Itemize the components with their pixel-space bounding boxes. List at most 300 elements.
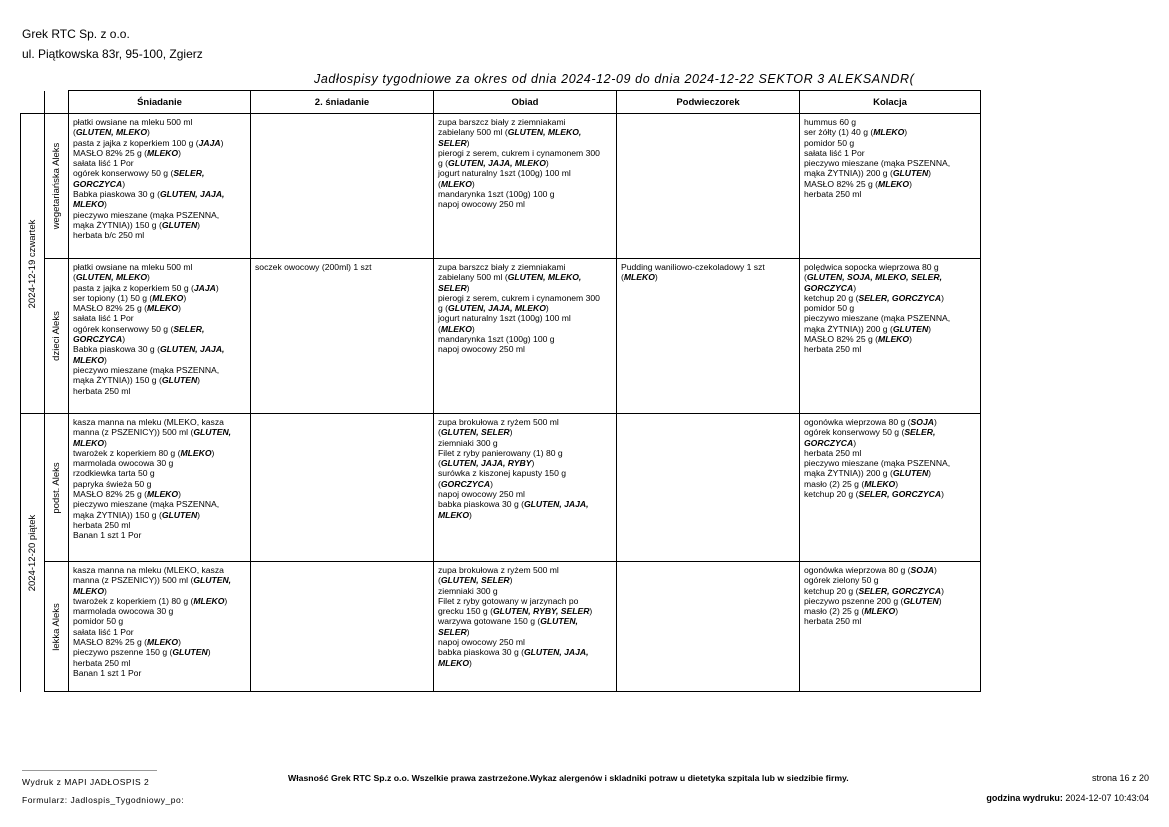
meal-line [73, 344, 246, 354]
meal-line [73, 138, 246, 148]
meal-text: babka piaskowa 30 g ( [438, 499, 524, 510]
diet-row [21, 562, 981, 692]
meal-text: ) [466, 137, 470, 148]
meal-text: rzodkiewka tarta 50 g [73, 468, 155, 479]
meal-text: kasza manna na mleku (MLEKO, kasza [73, 417, 224, 427]
meal-line [438, 468, 612, 478]
meal-text: ser żółty (1) 40 g ( [804, 127, 874, 138]
meal-line [804, 458, 976, 468]
meal-line [804, 586, 976, 596]
meal-text: ( [73, 127, 76, 138]
allergen-text: MLEKO [864, 606, 896, 617]
meal-line [804, 489, 976, 499]
meal-line [73, 448, 246, 458]
meal-text: ) [197, 219, 201, 230]
meal-cell [251, 414, 434, 562]
allergen-text: MLEKO [147, 303, 179, 314]
meal-line [438, 199, 612, 209]
meal-line [804, 117, 976, 127]
company-name: Grek RTC Sp. z o.o. [22, 27, 130, 41]
meal-line [73, 230, 246, 240]
meal-text: zupa barszcz biały z ziemniakami [438, 262, 566, 272]
meal-text: ) [469, 509, 472, 520]
meal-text: ketchup 20 g ( [804, 585, 859, 596]
meal-line [73, 210, 246, 220]
meal-text: płatki owsiane na mleku 500 ml [73, 117, 193, 127]
meal-text: napoj owocowy 250 ml [438, 489, 525, 500]
meal-text: masło (2) 25 g ( [804, 606, 865, 617]
meal-text: g ( [438, 158, 449, 169]
allergen-text: GLUTEN [892, 168, 929, 179]
meal-text: ) [509, 575, 513, 586]
meal-line [438, 647, 612, 657]
meal-line [438, 489, 612, 499]
meal-text: ziemniaki 300 g [438, 585, 498, 596]
meal-text: MASŁO 82% 25 g ( [73, 637, 148, 648]
meal-text: marmolada owocowa 30 g [73, 458, 174, 469]
meal-text: herbata 250 ml [804, 344, 862, 355]
meal-text: grecku 150 g ( [438, 606, 493, 617]
diet-row [21, 259, 981, 414]
meal-text: pieczywo mieszane (mąka PSZENNA, [804, 313, 951, 324]
diet-cell [45, 259, 69, 414]
allergen-text: GLUTEN, MLEKO [75, 127, 148, 138]
column-header-drugie-sniadanie: 2. śniadanie [251, 91, 434, 114]
meal-line [804, 293, 976, 303]
meal-line [438, 479, 612, 489]
allergen-text: GLUTEN [161, 219, 198, 230]
meal-text: kasza manna na mleku (MLEKO, kasza [73, 565, 224, 575]
meal-text: ) [147, 272, 150, 283]
meal-cell [617, 259, 800, 414]
menu-table [20, 90, 981, 692]
meal-text: ( [438, 178, 441, 189]
meal-line [804, 417, 976, 427]
meal-text: ) [909, 178, 912, 189]
meal-text: warzywa gotowane 150 g ( [438, 616, 541, 627]
meal-line [438, 565, 612, 575]
footer-form: Formularz: Jadlospis_Tygodniowy_po: [22, 795, 185, 805]
meal-text: zabielany 500 ml ( [438, 127, 508, 138]
allergen-text: GLUTEN, JAJA, [524, 647, 589, 658]
meal-text: ) [853, 282, 857, 293]
diet-label: lekka Aleks [50, 602, 62, 651]
meal-text: ) [104, 354, 107, 365]
meal-text: ziemniaki 300 g [438, 437, 498, 448]
meal-text: mąka ŻYTNIA)) 200 g ( [804, 468, 893, 479]
allergen-text: GLUTEN, [193, 427, 232, 438]
meal-text: pierogi z serem, cukrem i cynamonem 300 [438, 147, 600, 158]
meal-text: MASŁO 82% 25 g ( [804, 334, 879, 345]
meal-line [73, 324, 246, 334]
allergen-text: GLUTEN [903, 595, 939, 606]
meal-text: ) [895, 478, 899, 489]
day-cell [21, 414, 45, 692]
meal-line [438, 586, 612, 596]
allergen-text: MLEKO [440, 323, 472, 334]
meal-line [73, 179, 246, 189]
meal-text: napoj owocowy 250 ml [438, 637, 525, 648]
allergen-text: GLUTEN, JAJA, MLEKO [448, 158, 546, 169]
meal-text: ogórek konserwowy 50 g ( [73, 168, 174, 179]
table-header-row [21, 91, 981, 114]
meal-text: ) [545, 303, 549, 314]
meal-text: ) [207, 647, 211, 658]
diet-label: dzieci Aleks [50, 311, 62, 361]
meal-cell [800, 259, 981, 414]
meal-line [73, 272, 246, 282]
meal-text: MASŁO 82% 25 g ( [73, 303, 148, 314]
company-address: ul. Piątkowska 83r, 95-100, Zgierz [22, 47, 203, 61]
meal-cell [69, 414, 251, 562]
meal-line [804, 575, 976, 585]
meal-line [73, 489, 246, 499]
allergen-text: GLUTEN, JAJA, [159, 344, 225, 355]
meal-text: ) [545, 158, 549, 169]
meal-cell [800, 414, 981, 562]
meal-cell [69, 259, 251, 414]
meal-line [804, 148, 976, 158]
meal-text: napoj owocowy 250 ml [438, 199, 525, 210]
meal-text: Babka piaskowa 30 g ( [73, 189, 160, 200]
meal-cell [434, 414, 617, 562]
meal-text: manna (z PSZENICY)) 500 ml ( [73, 427, 194, 438]
meal-line [804, 438, 976, 448]
meal-text: ogórek konserwowy 50 g ( [73, 323, 174, 334]
meal-text: Pudding waniliowo-czekoladowy 1 szt [621, 262, 765, 272]
diet-row [21, 414, 981, 562]
meal-text: ) [509, 427, 513, 438]
meal-text: ) [938, 595, 942, 606]
meal-cell [69, 114, 251, 259]
meal-line [73, 596, 246, 606]
meal-text: ( [621, 272, 624, 283]
meal-line [438, 616, 612, 626]
allergen-text: GORCZYCA [804, 282, 854, 293]
meal-text: sałata liść 1 Por [73, 313, 134, 324]
meal-line [804, 448, 976, 458]
meal-text: marmolada owocowa 30 g [73, 606, 174, 617]
meal-line [73, 427, 246, 437]
allergen-text: SELER, [904, 427, 936, 438]
meal-line [438, 168, 612, 178]
meal-text: herbata 250 ml [73, 519, 131, 530]
meal-text: pierogi z serem, cukrem i cynamonem 300 [438, 292, 600, 303]
meal-text: ) [928, 468, 932, 479]
meal-cell [617, 114, 800, 259]
meal-text: ) [853, 437, 857, 448]
meal-text: MASŁO 82% 25 g ( [73, 147, 148, 158]
meal-line [438, 313, 612, 323]
allergen-text: SELER [438, 626, 467, 637]
meal-line [73, 606, 246, 616]
meal-text: ) [197, 375, 201, 386]
meal-text: ( [438, 323, 441, 334]
meal-line [438, 438, 612, 448]
meal-line [255, 262, 429, 272]
meal-cell [617, 562, 800, 692]
allergen-text: MLEKO [438, 657, 470, 668]
meal-text: mąka ŻYTNIA)) 200 g ( [804, 168, 893, 179]
meal-line [73, 438, 246, 448]
diet-label: wegetariańska Aleks [50, 142, 62, 230]
allergen-text: MLEKO [878, 178, 910, 189]
meal-text: herbata 250 ml [73, 385, 131, 396]
meal-text: ) [211, 447, 215, 458]
meal-text: masło (2) 25 g ( [804, 478, 865, 489]
meal-text: twarożek z koperkiem 80 g ( [73, 447, 181, 458]
meal-text: pomidor 50 g [73, 616, 124, 627]
meal-text: ) [220, 137, 224, 148]
meal-text: hummus 60 g [804, 117, 857, 127]
allergen-text: SELER, GORCZYCA [858, 585, 942, 596]
meal-text: papryka świeża 50 g [73, 478, 152, 489]
meal-text: ) [178, 147, 181, 158]
meal-text: ( [438, 575, 441, 586]
diet-cell [45, 562, 69, 692]
allergen-text: GORCZYCA [440, 478, 491, 489]
allergen-text: GLUTEN [161, 375, 198, 386]
meal-text: ) [197, 509, 201, 520]
meal-text: ) [122, 334, 126, 345]
header-blank [21, 91, 45, 114]
meal-text: ) [122, 178, 126, 189]
meal-text: pieczywo mieszane (mąka PSZENNA, [73, 209, 220, 220]
meal-line [804, 262, 976, 272]
meal-text: ) [104, 437, 107, 448]
allergen-text: MLEKO [623, 272, 655, 283]
allergen-text: GLUTEN, [540, 616, 578, 627]
meal-text: ogonówka wieprzowa 80 g ( [804, 417, 911, 427]
meal-cell [800, 562, 981, 692]
meal-line [804, 616, 976, 626]
meal-text: ogonówka wieprzowa 80 g ( [804, 565, 911, 575]
meal-line [73, 117, 246, 127]
meal-line [73, 158, 246, 168]
meal-text: ogórek zielony 50 g [804, 575, 879, 586]
meal-line [438, 344, 612, 354]
allergen-text: MLEKO [438, 509, 470, 520]
company-block [22, 24, 203, 64]
meal-line [804, 138, 976, 148]
meal-line [438, 189, 612, 199]
meal-line [804, 272, 976, 282]
meal-text: sałata liść 1 Por [73, 158, 134, 169]
meal-line [73, 565, 246, 575]
allergen-text: GLUTEN, JAJA, [159, 189, 225, 200]
meal-line [804, 313, 976, 323]
meal-text: ) [469, 657, 472, 668]
allergen-text: GLUTEN, MLEKO, [507, 127, 582, 138]
allergen-text: MLEKO [73, 437, 105, 448]
meal-line [73, 220, 246, 230]
allergen-text: SELER [438, 282, 467, 293]
allergen-text: GORCZYCA [73, 334, 123, 345]
meal-text: ( [438, 478, 441, 489]
meal-text: ) [104, 585, 107, 596]
meal-text: ) [471, 323, 475, 334]
meal-text: ) [178, 489, 181, 500]
allergen-text: MLEKO [152, 292, 184, 303]
meal-text: pieczywo mieszane (mąka PSZENNA, [804, 458, 951, 469]
meal-line [73, 458, 246, 468]
meal-line [438, 575, 612, 585]
meal-line [73, 668, 246, 678]
meal-text: ) [215, 282, 219, 293]
meal-line [438, 127, 612, 137]
meal-line [73, 658, 246, 668]
meal-line [804, 303, 976, 313]
meal-text: pieczywo mieszane (mąka PSZENNA, [73, 364, 220, 375]
allergen-text: SELER, [173, 168, 205, 179]
meal-line [804, 189, 976, 199]
allergen-text: JAJA [198, 137, 221, 148]
meal-text: płatki owsiane na mleku 500 ml [73, 262, 193, 272]
meal-line [73, 386, 246, 396]
allergen-text: SELER, GORCZYCA [858, 292, 942, 303]
meal-line [438, 334, 612, 344]
allergen-text: MLEKO [147, 147, 179, 158]
allergen-text: MLEKO [73, 585, 105, 596]
allergen-text: GLUTEN, MLEKO, [507, 272, 582, 283]
allergen-text: JAJA [193, 282, 216, 293]
allergen-text: SELER, [173, 323, 205, 334]
allergen-text: GLUTEN, JAJA, RYBY [440, 458, 532, 469]
meal-line [804, 324, 976, 334]
meal-cell [434, 259, 617, 414]
meal-text: MASŁO 82% 25 g ( [804, 178, 879, 189]
meal-line [438, 272, 612, 282]
meal-text: ( [73, 272, 76, 283]
meal-line [438, 596, 612, 606]
meal-line [804, 127, 976, 137]
footer-print-time-label: godzina wydruku: [986, 793, 1063, 803]
allergen-text: SELER, GORCZYCA [858, 489, 942, 500]
meal-line [73, 127, 246, 137]
meal-cell [251, 562, 434, 692]
allergen-text: MLEKO [73, 199, 105, 210]
footer-print-time [986, 793, 1149, 803]
header-blank [45, 91, 69, 114]
allergen-text: GLUTEN, SELER [440, 427, 510, 438]
allergen-text: GLUTEN [172, 647, 208, 658]
meal-line [804, 468, 976, 478]
meal-text: ) [941, 489, 944, 500]
meal-line [73, 627, 246, 637]
meal-line [73, 586, 246, 596]
meal-text: ) [928, 168, 932, 179]
meal-line [438, 427, 612, 437]
meal-line [438, 417, 612, 427]
allergen-text: GLUTEN [892, 468, 929, 479]
meal-text: pieczywo mieszane (mąka PSZENNA, [73, 499, 220, 510]
meal-cell [251, 114, 434, 259]
meal-text: ) [589, 606, 593, 617]
meal-line [804, 334, 976, 344]
meal-line [73, 262, 246, 272]
meal-text: ) [147, 127, 150, 138]
meal-line [73, 293, 246, 303]
meal-text: ) [904, 127, 908, 138]
meal-cell [69, 562, 251, 692]
meal-text: ) [933, 417, 937, 427]
allergen-text: GLUTEN, [193, 575, 232, 586]
diet-cell [45, 414, 69, 562]
meal-line [438, 117, 612, 127]
meal-text: ( [804, 272, 807, 283]
meal-cell [617, 414, 800, 562]
allergen-text: SELER [438, 137, 467, 148]
meal-line [438, 324, 612, 334]
meal-text: mandarynka 1szt (100g) 100 g [438, 189, 555, 200]
meal-line [804, 179, 976, 189]
meal-line [73, 479, 246, 489]
allergen-text: MLEKO [864, 478, 896, 489]
meal-line [438, 179, 612, 189]
meal-text: manna (z PSZENICY)) 500 ml ( [73, 575, 194, 586]
meal-text: ) [490, 478, 493, 489]
allergen-text: MLEKO [147, 637, 179, 648]
meal-text: ) [941, 585, 944, 596]
meal-text: napoj owocowy 250 ml [438, 344, 525, 355]
meal-text: ogórek konserwowy 50 g ( [804, 427, 905, 438]
allergen-text: GORCZYCA [73, 178, 123, 189]
meal-text: mandarynka 1szt (100g) 100 g [438, 334, 555, 345]
meal-line [804, 168, 976, 178]
meal-line [73, 575, 246, 585]
meal-line [438, 606, 612, 616]
meal-line [621, 272, 795, 282]
meal-text: mąka ŻYTNIA)) 150 g ( [73, 219, 162, 230]
column-header-podwieczorek: Podwieczorek [617, 91, 800, 114]
meal-line [438, 637, 612, 647]
meal-line [621, 262, 795, 272]
meal-line [804, 565, 976, 575]
meal-line [73, 283, 246, 293]
allergen-text: GORCZYCA [804, 437, 854, 448]
meal-text: mąka ŻYTNIA)) 150 g ( [73, 509, 162, 520]
day-label: 2024-12-20 piątek [26, 514, 38, 592]
meal-text: mąka ŻYTNIA)) 200 g ( [804, 323, 893, 334]
meal-line [438, 303, 612, 313]
meal-text: ) [928, 323, 932, 334]
meal-text: mąka ŻYTNIA)) 150 g ( [73, 375, 162, 386]
meal-text: herbata 250 ml [804, 447, 862, 458]
meal-cell [434, 114, 617, 259]
allergen-text: GLUTEN, SELER [440, 575, 510, 586]
meal-text: zupa barszcz biały z ziemniakami [438, 117, 566, 127]
allergen-text: MLEKO [440, 178, 472, 189]
meal-text: Filet z ryby gotowany w jarzynach po [438, 595, 579, 606]
meal-line [804, 479, 976, 489]
meal-line [73, 468, 246, 478]
meal-line [73, 199, 246, 209]
meal-line [804, 427, 976, 437]
meal-text: ) [531, 458, 535, 469]
meal-text: ) [941, 292, 944, 303]
allergen-text: SOJA [910, 417, 934, 427]
diet-label: podst. Aleks [50, 461, 62, 514]
meal-text: pomidor 50 g [804, 137, 855, 148]
allergen-text: SOJA [910, 565, 934, 575]
meal-text: ( [438, 427, 441, 438]
meal-text: ) [466, 282, 470, 293]
allergen-text: GLUTEN [892, 323, 929, 334]
meal-cell [251, 259, 434, 414]
meal-line [73, 355, 246, 365]
footer-page-number: strona 16 z 20 [1091, 773, 1149, 783]
allergen-text: GLUTEN, RYBY, SELER [492, 606, 590, 617]
